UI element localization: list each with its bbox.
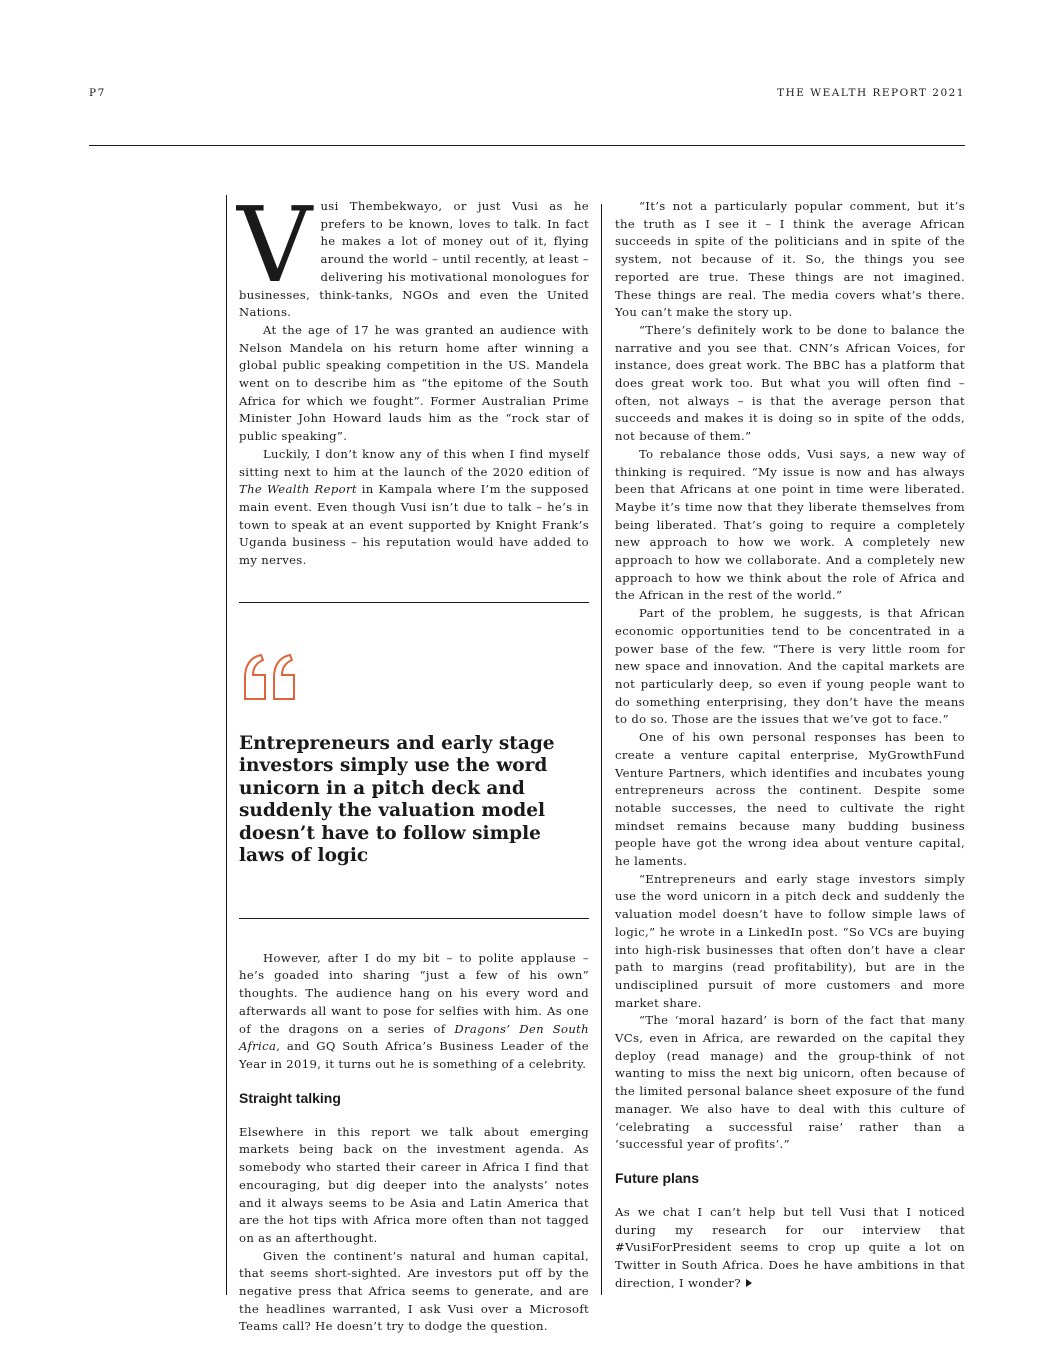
pullquote-top-rule [239,602,589,603]
pullquote-block [239,653,589,868]
paragraph-text: usi Thembekwayo, or just Vusi as he prefers to be known, loves to talk. In fact he makes a lot of money out of it, flying around the world – until recently, at least – delivering his motivational monologues for businesses, think-tanks, NGOs and even the United Nations. [239,199,589,320]
paragraph-text: in Kampala where I’m the supposed main event. Even though Vusi isn’t due to talk – he’s in town to speak at an event supported by Knight Frank’s Uganda business – his reputation would have added to my nerves. [239,482,589,568]
paragraph-text: , and GQ South Africa’s Business Leader of the Year in 2019, it turns out he is something of a celebrity. [239,1039,589,1071]
article-column-right [615,198,965,1292]
article-paragraph: Elsewhere in this report we talk about emerging markets being back on the investment agenda. As somebody who started their career in Africa I find that encouraging, but dig deeper into the analysts’ notes and it always seems to be Asia and Latin America that are the hot tips with Africa more often than not tagged on as an afterthought. [239,1124,589,1245]
column-divider-left [226,195,227,1295]
article-paragraph: At the age of 17 he was granted an audience with Nelson Mandela on his return home after winning a global public speaking competition in the US. Mandela went on to describe him as “the epitome of the South Africa for which we fought”. Former Australian Prime Minister John Howard lauds him as the “rock star of public speaking”. [239,322,589,444]
show-title: Dragons’ Den South Africa [239,1021,589,1054]
quote-mark-icon [241,653,301,703]
article-paragraph: One of his own personal responses has been to create a venture capital enterprise, MyGrowthFund Venture Partners, which identifies and incubates young entrepreneurs across the continent. Despite some notable successes, the need to cultivate the right mindset remains because many budding business people have got the wrong idea about venture capital, he laments. [615,730,965,869]
drop-cap: V [237,184,313,306]
article-paragraph: “It’s not a particularly popular comment, but it’s the truth as I see it – I think the average African succeeds in spite of the politicians and in spite of the system, not because of it. So, the things you see reported are true. These things are not imagined. These things are real. The media covers what’s there. You can’t make the story up. [615,199,965,320]
pullquote-bottom-rule [239,918,589,919]
article-paragraph: “There’s definitely work to be done to balance the narrative and you see that. CNN’s African Voices, for instance, does great work. The BBC has a platform that does great work too. But what you will often find – often, not always – is that the average person that succeeds and makes it is doing so in spite of the odds, not because of them.” [615,322,965,444]
article-paragraph: Part of the problem, he suggests, is that African economic opportunities tend to be concentrated in a power base of the few. “There is very little room for new space and innovation. And the capital markets are not particularly deep, so even if young people want to do something enterprising, they don’t have the means to do so. Those are the issues that we’ve got to face.” [615,606,965,727]
column-divider-middle [601,204,602,1295]
paragraph-text: However, after I do my bit – to polite applause – he’s goaded into sharing “just a few of his own” thoughts. The audience hang on his every word and afterwards all want to pose for selfies with him. As one of the dragons on a series of [239,950,589,1036]
article-paragraph [615,1204,965,1293]
continue-arrow-icon [745,1278,753,1288]
report-title: THE WEALTH REPORT 2021 [777,87,965,99]
article-paragraph: To rebalance those odds, Vusi says, a new way of thinking is required. “My issue is now and has always been that Africans at one point in time were liberated. Maybe it’s time now that they liberate themselves from being liberated. That’s going to require a completely new approach to how we work. A completely new approach to how we collaborate. And a completely new approach to how we think about the role of Africa and the African in the rest of the world.” [615,446,965,603]
article-paragraph: “The ‘moral hazard’ is born of the fact that many VCs, even in Africa, are rewarded on the capital they deploy (read manage) and the group-think of not wanting to miss the next big unicorn, often because of the limited personal balance sheet exposure of the fund manager. We also have to deal with this culture of ‘celebrating a successful raise’ rather than a ‘successful year of profits’.” [615,1013,965,1152]
header-divider [89,145,965,146]
article-paragraph [239,950,589,1074]
page-number: P7 [89,87,106,99]
article-paragraph [237,184,589,322]
paragraph-text: Luckily, I don’t know any of this when I find myself sitting next to him at the launch of the 2020 edition of [239,446,589,479]
subheading-straight-talking: Straight talking [239,1089,341,1106]
pullquote-text: Entrepreneurs and early stage investors simply use the word unicorn in a pitch deck and suddenly the valuation model doesn’t have to follow simple laws of logic [239,732,555,867]
article-paragraph [239,446,589,570]
article-paragraph: “Entrepreneurs and early stage investors simply use the word unicorn in a pitch deck and suddenly the valuation model doesn’t have to follow simple laws of logic,” he wrote in a LinkedIn post. “So VCs are buying into high-risk businesses that often don’t have a clear path to margins (read profitability), but are in the undisciplined pursuit of more customers and more market share. [615,871,965,1010]
article-paragraph: Given the continent’s natural and human capital, that seems short-sighted. Are investors put off by the negative press that Africa seems to generate, and are the headlines warranted, I ask Vusi over a Microsoft Teams call? He doesn’t try to dodge the question. [239,1248,589,1334]
article-column-left [237,184,589,1336]
publication-title: The Wealth Report [239,482,357,497]
paragraph-text: As we chat I can’t help but tell Vusi that I noticed during my research for our interview that #VusiForPresident seems to crop up quite a lot on Twitter in South Africa. Does he have ambitions in that direction, I wonder? [615,1204,965,1290]
subheading-future-plans: Future plans [615,1169,700,1186]
